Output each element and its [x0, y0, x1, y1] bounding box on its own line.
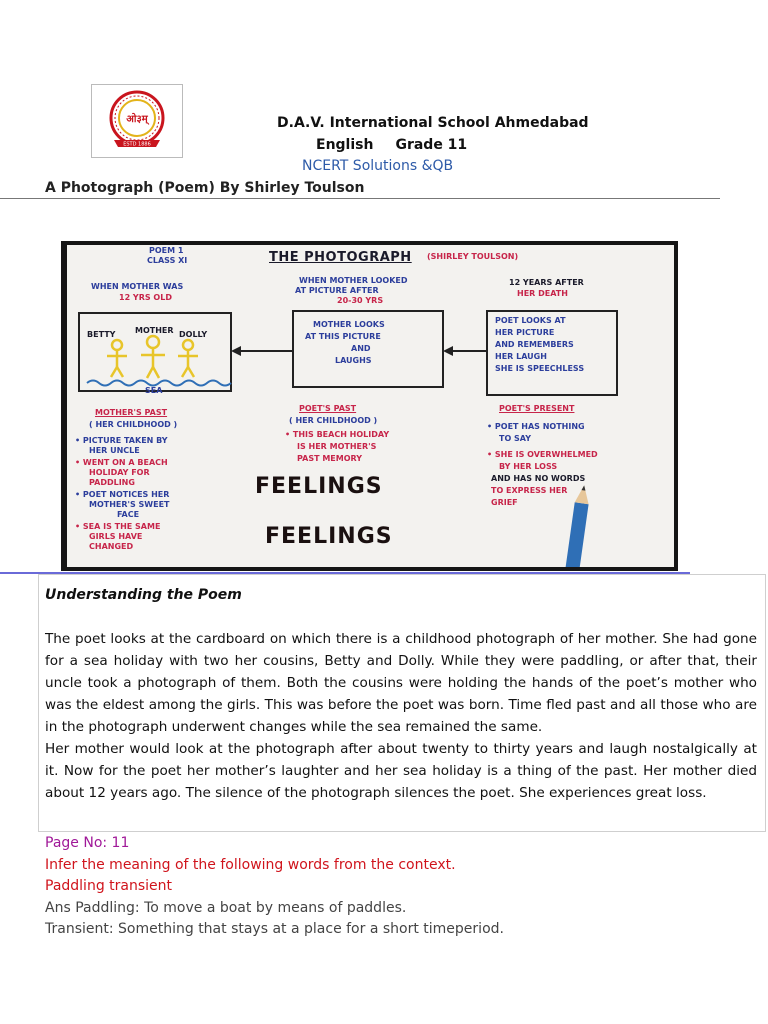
- whiteboard-photo: [61, 241, 678, 571]
- logo-center-text: ओ३म्: [126, 114, 148, 125]
- col1-point-2: HER UNCLE: [89, 446, 140, 455]
- col2-point-3: PAST MEMORY: [297, 454, 363, 463]
- box3-line-3: AND REMEMBERS: [495, 340, 574, 349]
- subject-grade: [316, 137, 467, 153]
- col2-heading-2: AT PICTURE AFTER: [295, 286, 379, 295]
- col2-heading-1: WHEN MOTHER LOOKED: [299, 276, 408, 285]
- box-childhood: [79, 313, 231, 391]
- box2-line-1: MOTHER LOOKS: [313, 320, 385, 329]
- instruction: Infer the meaning of the following words from the context.: [45, 857, 456, 873]
- sea-waves: [87, 381, 231, 386]
- box1-name-dolly: DOLLY: [179, 330, 208, 339]
- header-divider: [0, 198, 720, 199]
- box3-line-1: POET LOOKS AT: [495, 316, 566, 325]
- col3-point-5: AND HAS NO WORDS: [491, 474, 586, 483]
- board-title-author: (SHIRLEY TOULSON): [427, 252, 519, 261]
- col1-point-6: • POET NOTICES HER: [75, 490, 170, 499]
- col1-point-3: • WENT ON A BEACH: [75, 458, 168, 467]
- col2-heading-3: 20-30 YRS: [337, 296, 384, 305]
- col1-point-8: FACE: [117, 510, 140, 519]
- box2-line-3: AND: [351, 344, 371, 353]
- box2-line-2: AT THIS PICTURE: [305, 332, 381, 341]
- col1-point-5: PADDLING: [89, 478, 135, 487]
- understanding-heading: Understanding the Poem: [45, 587, 242, 603]
- words-to-infer: Paddling transient: [45, 878, 173, 894]
- topic-title: A Photograph (Poem) By Shirley Toulson: [45, 180, 365, 196]
- box3-line-2: HER PICTURE: [495, 328, 555, 337]
- col2-point-1: • THIS BEACH HOLIDAY: [285, 430, 390, 439]
- col1-point-7: MOTHER'S SWEET: [89, 500, 170, 509]
- col1-point-9: • SEA IS THE SAME: [75, 522, 161, 531]
- feelings-1: FEELINGS: [255, 474, 383, 499]
- answer-paddling-text: Paddling: To move a boat by means of paddles.: [75, 900, 407, 916]
- col3-point-7: GRIEF: [491, 498, 518, 507]
- col3-sub: POET'S PRESENT: [499, 404, 575, 413]
- page-number: Page No: 11: [45, 835, 130, 851]
- col1-heading-2: 12 YRS OLD: [119, 293, 172, 302]
- col2-point-2: IS HER MOTHER'S: [297, 442, 377, 451]
- class-sub: CLASS XI: [147, 256, 188, 265]
- understanding-box: [38, 574, 766, 832]
- col1-sub-1: MOTHER'S PAST: [95, 408, 168, 417]
- col3-point-2: TO SAY: [499, 434, 532, 443]
- col3-heading-1: 12 YEARS AFTER: [509, 278, 584, 287]
- ncert-heading: NCERT Solutions &QB: [302, 158, 454, 174]
- pencil: [565, 484, 591, 567]
- col2-sub-2: ( HER CHILDHOOD ): [289, 416, 378, 425]
- feelings-2: FEELINGS: [265, 524, 393, 549]
- board-title: THE PHOTOGRAPH: [269, 250, 412, 265]
- col1-sub-2: ( HER CHILDHOOD ): [89, 420, 178, 429]
- col3-point-3: • SHE IS OVERWHELMED: [487, 450, 598, 459]
- box3-line-4: HER LAUGH: [495, 352, 547, 361]
- school-logo: [91, 84, 183, 158]
- dav-school-emblem-icon: [92, 85, 182, 157]
- box2-line-4: LAUGHS: [335, 356, 372, 365]
- col1-point-10: GIRLS HAVE: [89, 532, 143, 541]
- box1-sea: SEA: [145, 386, 163, 395]
- logo-ribbon-text: ESTD 1886: [123, 141, 151, 148]
- col1-point-4: HOLIDAY FOR: [89, 468, 150, 477]
- subject-label: English: [316, 137, 374, 153]
- col3-point-6: TO EXPRESS HER: [491, 486, 568, 495]
- col2-sub-1: POET'S PAST: [299, 404, 357, 413]
- understanding-para-2: Her mother would look at the photograph after about twenty to thirty years and laugh nostalgically at it. Now for the poet her mother’s laughter and her sea holiday is a thing of the past. Her mother died about 12 years ago. The silence of the photograph silences the poet. She experiences great loss.: [45, 741, 757, 801]
- box1-name-betty: BETTY: [87, 330, 116, 339]
- box1-name-mother: MOTHER: [135, 326, 174, 335]
- grade-label: Grade 11: [395, 137, 468, 153]
- understanding-para-1: The poet looks at the cardboard on which there is a childhood photograph of her mother. She had gone for a sea holiday with two her cousins, Betty and Dolly. While they were paddling, or after that, their uncle took a photograph of them. Both the cousins were holding the hands of the poet’s mother who was the eldest among the girls. This was before the poet was born. Time fled past and all those who are in the photograph underwent changes while the sea remained the same.: [45, 631, 757, 735]
- col1-point-1: • PICTURE TAKEN BY: [75, 436, 168, 445]
- col3-heading-2: HER DEATH: [517, 289, 568, 298]
- stick-figures: [107, 336, 198, 378]
- class-label: POEM 1: [149, 246, 184, 255]
- box3-line-5: SHE IS SPEECHLESS: [495, 364, 585, 373]
- col1-point-11: CHANGED: [89, 542, 134, 551]
- col3-point-1: • POET HAS NOTHING: [487, 422, 585, 431]
- answer-label: Ans: [45, 900, 71, 916]
- col3-point-4: BY HER LOSS: [499, 462, 558, 471]
- school-name: D.A.V. International School Ahmedabad: [277, 115, 589, 131]
- whiteboard: [67, 245, 674, 567]
- col1-heading-1: WHEN MOTHER WAS: [91, 282, 184, 291]
- answer-transient: Transient: Something that stays at a place for a short timeperiod.: [45, 921, 504, 937]
- answer-paddling: [45, 900, 406, 916]
